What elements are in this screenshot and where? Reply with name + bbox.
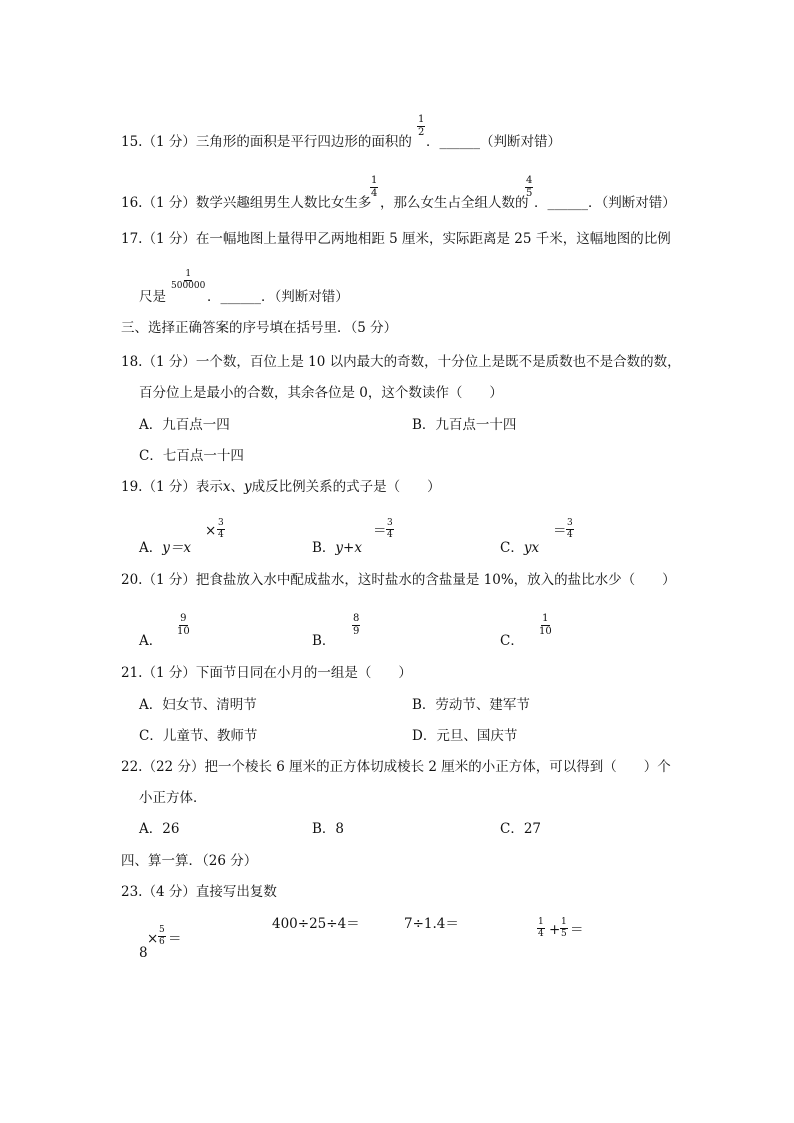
q23-expr4-eq: ＝ [570, 922, 584, 938]
q19-b-frac-den: 4 [387, 530, 393, 540]
q23-expr1-base: 8 [139, 945, 148, 961]
q16-fraction-2 [525, 176, 533, 199]
q22-line2: 小正方体． [139, 790, 207, 806]
q21-stem: 21.（1 分）下面节日同在小月的一组是（ ） [121, 665, 412, 681]
q19-option-c-op: ＝ [553, 523, 567, 539]
q23-stem: 23.（4 分）直接写出复数 [121, 884, 277, 900]
q17-frac-num: 1 [185, 269, 192, 279]
q19-option-b[interactable] [312, 542, 362, 556]
q19-sep: 、 [230, 479, 244, 495]
q15-frac-num: 1 [418, 114, 425, 125]
q18-line2: 百分位上是最小的合数，其余各位是 0，这个数读作（ ） [139, 385, 503, 401]
q15-suffix: ．______（判断对错） [426, 134, 561, 150]
q19-option-b-op: ＝ [373, 523, 387, 539]
q17-fraction [171, 270, 205, 291]
q19-option-c-fraction [566, 519, 574, 540]
q19-option-c-expr: yx [523, 540, 540, 556]
q23-expr4-plus: + [549, 922, 561, 938]
q19-stem-prefix: 19.（1 分）表示 [121, 479, 223, 495]
q20-b-den: 9 [353, 626, 360, 637]
q20-option-c-fraction [539, 614, 552, 637]
q19-option-b-expr: y+x [335, 540, 362, 556]
q23-e4a-den: 4 [538, 929, 544, 939]
q19-option-a[interactable] [139, 542, 191, 556]
q18-line1: 18.（1 分）一个数，百位上是 10 以内最大的奇数，十分位上是既不是质数也不是合数的数， [121, 354, 681, 370]
q15-prefix: 15.（1 分）三角形的面积是平行四边形的面积的 [121, 134, 412, 150]
q19-var-y: y [243, 479, 252, 495]
q20-c-den: 10 [539, 626, 552, 637]
q19-option-a-op: × [205, 523, 217, 539]
q15-fraction [417, 115, 425, 138]
q15-frac-den: 2 [418, 127, 425, 138]
q17-line1: 17.（1 分）在一幅地图上量得甲乙两地相距 5 厘米，实际距离是 25 千米，这幅地图的比例 [121, 231, 671, 247]
q23-e1-num: 5 [159, 925, 165, 935]
q23-expr1-eq: ＝ [168, 931, 182, 947]
q23-expr1-op: × [147, 931, 159, 947]
q16-fraction-1 [370, 176, 378, 199]
q21-option-d[interactable]: D．元旦、国庆节 [412, 728, 518, 744]
q19-option-a-expr: y＝x [162, 540, 191, 556]
q16-prefix: 16.（1 分）数学兴趣组男生人数比女生多 [121, 195, 372, 211]
q20-a-den: 10 [177, 626, 190, 637]
q22-option-a[interactable]: A．26 [139, 821, 180, 837]
q19-option-b-label: B． [312, 540, 336, 556]
q20-option-b-fraction [352, 614, 360, 637]
section-3-heading: 三、选择正确答案的序号填在括号里．（5 分） [121, 320, 398, 336]
q16-middle: ，那么女生占全组人数的 [380, 195, 529, 211]
q21-option-a[interactable]: A．妇女节、清明节 [139, 697, 257, 713]
q19-b-frac-num: 3 [387, 518, 393, 528]
q21-option-c[interactable]: C．儿童节、教师节 [139, 728, 258, 744]
q23-expr4-fraction-1 [537, 918, 545, 939]
q16-frac2-den: 5 [526, 188, 533, 199]
q17-line2-prefix: 尺是 [139, 289, 166, 305]
q20-option-a-fraction [177, 614, 190, 637]
q19-option-c[interactable] [500, 542, 539, 556]
q23-expr3: 7÷1.4＝ [404, 916, 459, 932]
q19-option-c-label: C． [500, 540, 524, 556]
q23-expr4-fraction-2 [560, 918, 568, 939]
q20-stem: 20.（1 分）把食盐放入水中配成盐水，这时盐水的含盐量是 10%，放入的盐比水少（ ） [121, 572, 676, 588]
q22-option-c[interactable]: C．27 [500, 821, 542, 837]
q20-option-b[interactable]: B． [312, 633, 336, 649]
q19-a-frac-num: 3 [218, 518, 224, 528]
section-4-heading: 四、算一算．（26 分） [121, 853, 258, 869]
q19-stem-suffix: 成反比例关系的式子是（ ） [251, 479, 441, 495]
q17-frac-den: 500000 [171, 281, 206, 291]
q19-option-a-fraction [217, 519, 225, 540]
q18-option-a[interactable]: A．九百点一四 [139, 417, 230, 433]
q16-frac1-num: 1 [371, 175, 378, 186]
q18-option-c[interactable]: C．七百点一十四 [139, 448, 244, 464]
q19-c-frac-num: 3 [567, 518, 573, 528]
q23-expr2: 400÷25÷4＝ [272, 916, 360, 932]
q19-stem [121, 481, 441, 495]
q23-e4b-num: 1 [561, 917, 567, 927]
q17-suffix: ．______．（判断对错） [207, 289, 349, 305]
q19-option-b-fraction [386, 519, 394, 540]
q19-option-a-label: A． [139, 540, 163, 556]
q16-frac1-den: 4 [371, 188, 378, 199]
q20-b-num: 8 [353, 613, 360, 624]
q18-option-b[interactable]: B．九百点一十四 [412, 417, 517, 433]
q16-frac2-num: 4 [526, 175, 533, 186]
q20-c-num: 1 [542, 613, 549, 624]
q23-e4a-num: 1 [538, 917, 544, 927]
q19-c-frac-den: 4 [567, 530, 573, 540]
q22-option-b[interactable]: B．8 [312, 821, 345, 837]
q20-a-num: 9 [180, 613, 187, 624]
q19-var-x: x [222, 479, 231, 495]
q21-option-b[interactable]: B．劳动节、建军节 [412, 697, 530, 713]
q15-text [121, 136, 412, 150]
q23-expr1-fraction [158, 926, 166, 947]
q20-option-a[interactable]: A． [139, 633, 163, 649]
q19-a-frac-den: 4 [218, 530, 224, 540]
q22-line1: 22.（22 分）把一个棱长 6 厘米的正方体切成棱长 2 厘米的小正方体，可以得到（ ）个 [121, 759, 671, 775]
q23-e1-den: 6 [159, 937, 165, 947]
q20-option-c[interactable]: C． [500, 633, 524, 649]
q23-e4b-den: 5 [561, 929, 567, 939]
q16-suffix: ．______．（判断对错） [534, 195, 676, 211]
